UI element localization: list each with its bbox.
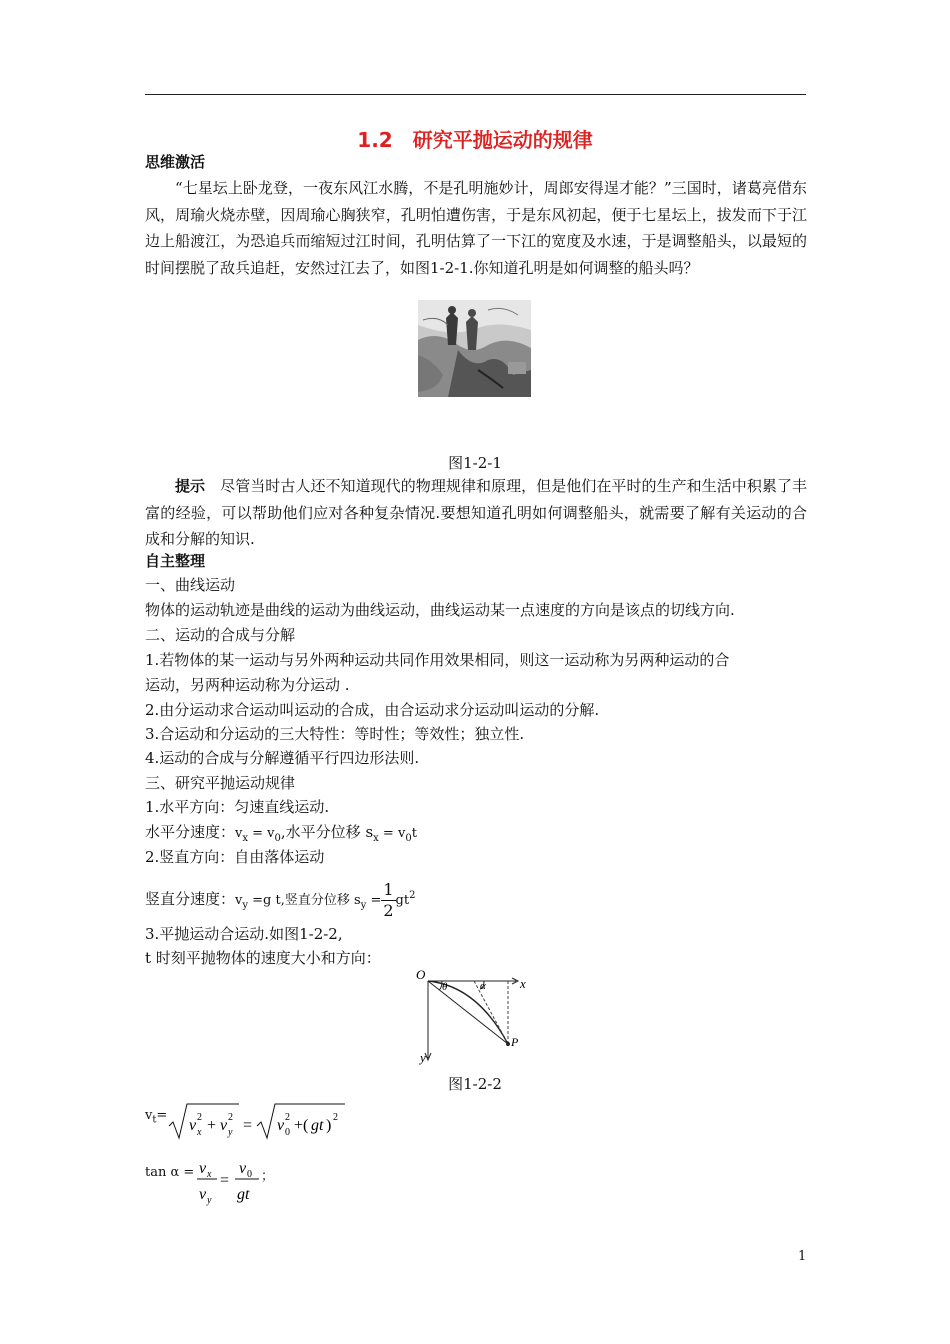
svg-text:gt: gt [311, 1117, 324, 1134]
svg-text:v: v [277, 1117, 285, 1134]
theta-label: θ [442, 981, 448, 993]
svg-text:v: v [239, 1160, 247, 1177]
svg-text:2: 2 [197, 1112, 202, 1123]
text-line: 3.平抛运动合运动.如图1-2-2, [145, 925, 343, 943]
horizontal-velocity-line: 水平分速度：$v_x = v_0$,水平分位移 $s_x = v_0t$ [145, 823, 417, 844]
text-line: 一、曲线运动 [145, 576, 236, 594]
y-axis-label: y [420, 1050, 426, 1065]
text-line: 物体的运动轨迹是曲线的运动为曲线运动，曲线运动某一点速度的方向是该点的切线方向. [145, 601, 735, 619]
point-p-label: P [511, 1035, 519, 1049]
svg-text:): ) [326, 1117, 332, 1134]
svg-text:v: v [199, 1160, 207, 1177]
section-heading-thinking: 思维激活 [145, 153, 206, 171]
vt-formula: $v_t=$ v 2 x + v 2 y = v 2 0 +( gt ) 2 [145, 1100, 405, 1144]
text-line: t 时刻平抛物体的速度大小和方向： [145, 949, 381, 967]
text-line: 1.若物体的某一运动与另外两种运动共同作用效果相同，则这一运动称为另两种运动的合 [145, 651, 730, 669]
page-number: 1 [798, 1249, 807, 1264]
svg-text:y: y [207, 1195, 212, 1206]
text-line: 3.合运动和分运动的三大特性：等时性；等效性；独立性. [145, 725, 525, 743]
svg-text:+: + [207, 1117, 217, 1134]
page-title: 1.2 研究平抛运动的规律 [357, 128, 593, 152]
svg-text:0: 0 [285, 1127, 290, 1138]
hint-label: 提示 [175, 477, 206, 495]
svg-text:+(: +( [294, 1117, 309, 1134]
svg-text:gt: gt [237, 1186, 250, 1203]
origin-label: O [416, 967, 426, 982]
svg-text:y: y [228, 1127, 233, 1138]
text-line: 4.运动的合成与分解遵循平行四边形法则. [145, 749, 420, 767]
illustration-kongming [418, 300, 531, 397]
hint-text: 尽管当时古人还不知道现代的物理规律和原理，但是他们在平时的生产和生活中积累了丰富的经验，可以帮助他们应对各种复杂情况.要想知道孔明如何调整船头，就需要了解有关运动的合成和分解的知识. [145, 477, 807, 548]
text-line: 2.竖直方向：自由落体运动 [145, 848, 325, 866]
section-heading-self-study: 自主整理 [145, 552, 206, 570]
text-line: 运动，另两种运动称为分运动 . [145, 676, 350, 694]
hint-paragraph [145, 473, 807, 553]
text-line: 三、研究平抛运动规律 [145, 774, 296, 792]
svg-text:2: 2 [228, 1112, 233, 1123]
svg-text:x: x [197, 1127, 202, 1138]
svg-text:v: v [189, 1117, 197, 1134]
svg-text:2: 2 [333, 1112, 338, 1123]
sqrt-expression [167, 1100, 357, 1144]
svg-text:v: v [199, 1186, 207, 1203]
svg-text:=: = [243, 1117, 253, 1134]
tan-formula: tan α = v x v y = v 0 gt ； [145, 1155, 345, 1215]
vertical-velocity-line: 竖直分速度：$v_y =g$ t,竖直分位移 $s_y$ = $\frac{1}{2}$ $gt^2$ [145, 879, 416, 920]
text-line: 二、运动的合成与分解 [145, 626, 296, 644]
figure-caption-2: 图1-2-2 [448, 1075, 502, 1093]
projectile-diagram [412, 966, 536, 1066]
svg-text:0: 0 [247, 1169, 252, 1180]
svg-text:v: v [220, 1117, 228, 1134]
header-rule [145, 94, 806, 95]
text-line: 1.水平方向：匀速直线运动. [145, 798, 330, 816]
svg-text:x: x [207, 1169, 212, 1180]
fraction-half: $\frac{1}{2}$ [383, 879, 394, 920]
alpha-label: α [480, 980, 486, 992]
x-axis-label: x [520, 976, 526, 991]
intro-paragraph: “七星坛上卧龙登，一夜东风江水腾，不是孔明施妙计，周郎安得逞才能？”三国时，诸葛亮借东风，周瑜火烧赤壁，因周瑜心胸狭窄，孔明怕遭伤害，于是东风初起，便于七星坛上，拔发而下于江边上船渡江，为恐追兵而缩短过江时间，孔明估算了一下江的宽度及水速，于是调整船头，以最短的时间摆脱了敌兵追赶，安然过江去了，如图1-2-1.你知道孔明是如何调整的船头吗？ [145, 179, 807, 277]
svg-text:2: 2 [285, 1112, 290, 1123]
svg-text:=: = [220, 1172, 230, 1189]
figure-caption-1: 图1-2-1 [448, 454, 502, 472]
text-line: 2.由分运动求合运动叫运动的合成，由合运动求分运动叫运动的分解. [145, 701, 600, 719]
